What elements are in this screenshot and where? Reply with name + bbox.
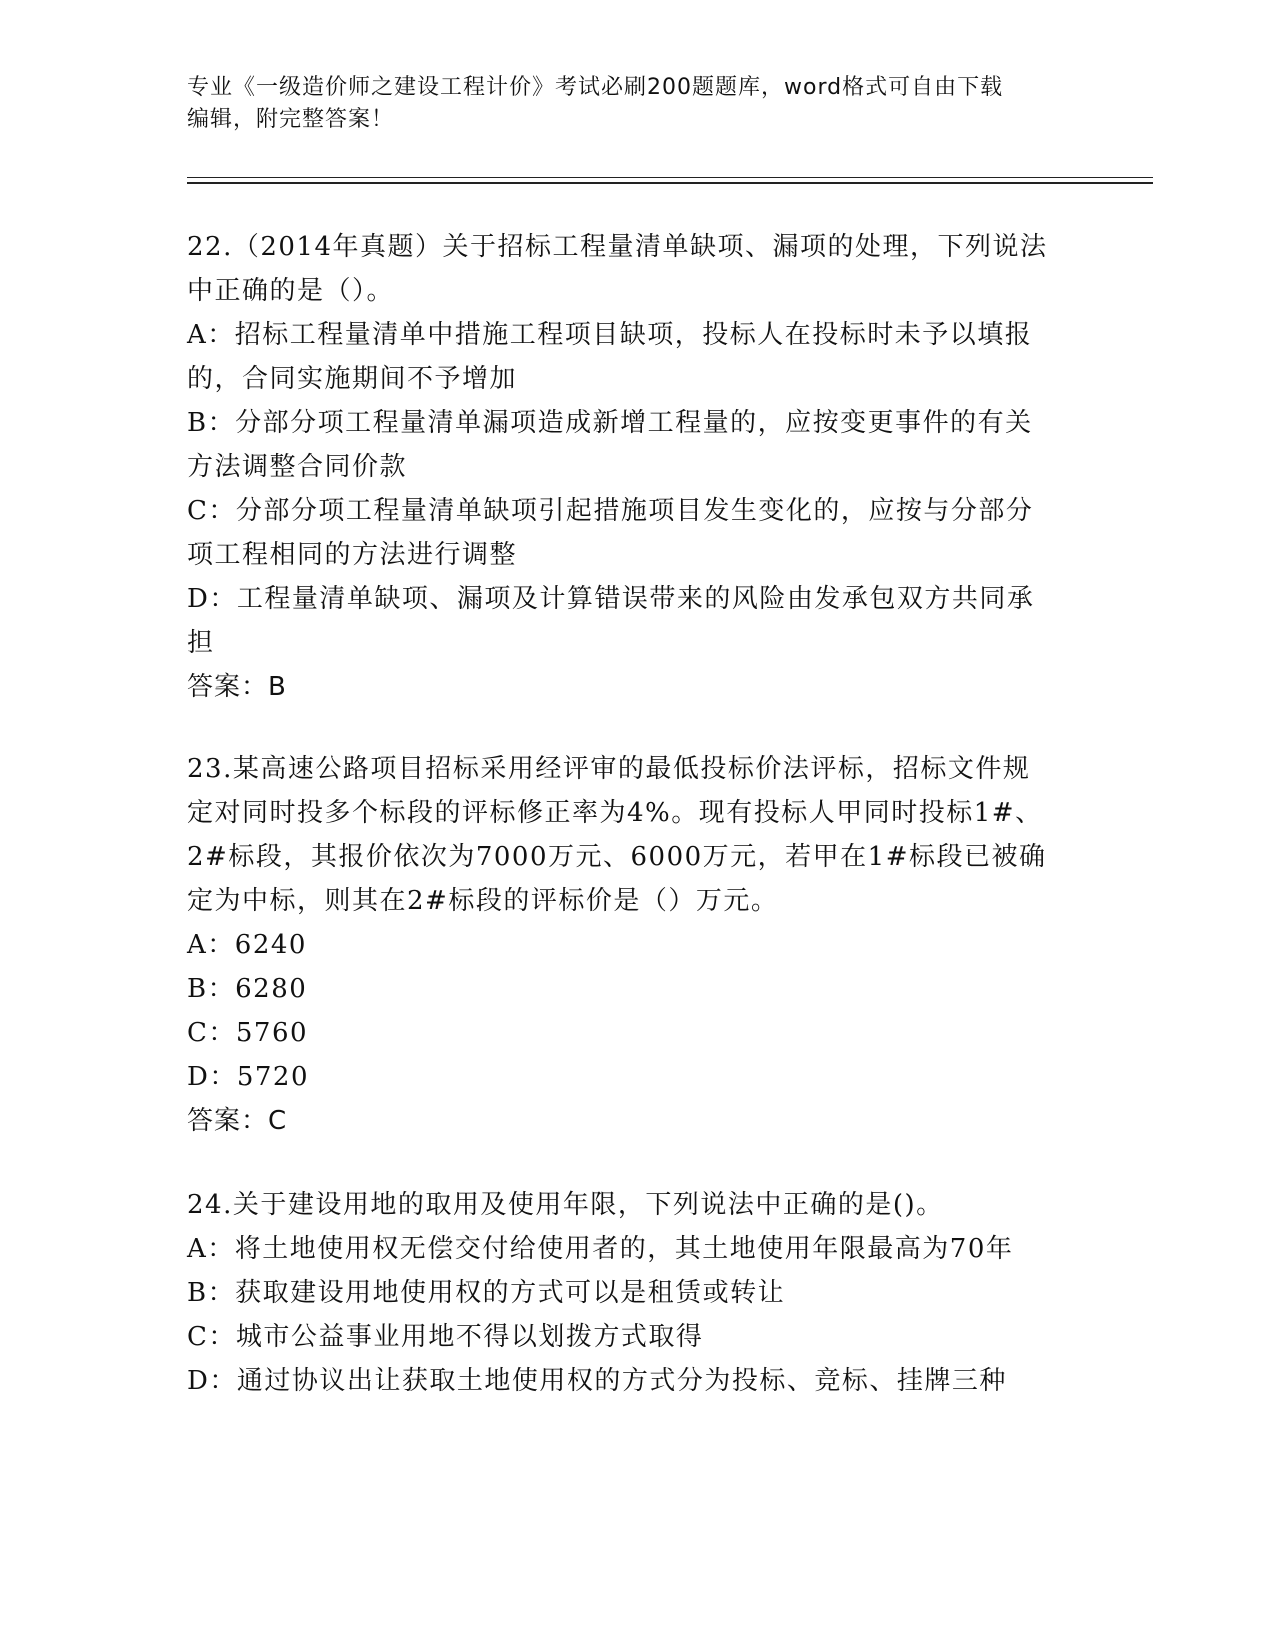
- question-stem-line: 中正确的是（）。: [187, 276, 395, 306]
- header-rule-thick: [187, 182, 1153, 184]
- question-stem-line: 22.（2014年真题）关于招标工程量清单缺项、漏项的处理，下列说法: [187, 232, 1048, 262]
- option-line: A：招标工程量清单中措施工程项目缺项，投标人在投标时未予以填报: [187, 320, 1033, 350]
- question-stem-line: 24.关于建设用地的取用及使用年限，下列说法中正确的是()。: [187, 1190, 944, 1220]
- option-line: C：5760: [187, 1018, 309, 1048]
- option-line: B：获取建设用地使用权的方式可以是租赁或转让: [187, 1278, 786, 1308]
- option-line: A：将土地使用权无偿交付给使用者的，其土地使用年限最高为70年: [187, 1234, 1014, 1264]
- question-stem-line: 定对同时投多个标段的评标修正率为4%。现有投标人甲同时投标1#、: [187, 798, 1043, 828]
- option-line: B：分部分项工程量清单漏项造成新增工程量的，应按变更事件的有关: [187, 408, 1033, 438]
- option-line: D：工程量清单缺项、漏项及计算错误带来的风险由发承包双方共同承: [187, 584, 1035, 614]
- answer-line: 答案：B: [187, 672, 287, 702]
- option-line: C：城市公益事业用地不得以划拨方式取得: [187, 1322, 704, 1352]
- document-header: 专业《一级造价师之建设工程计价》考试必刷200题题库，word格式可自由下载 编辑，附完整答案！: [187, 75, 1004, 132]
- option-line: C：分部分项工程量清单缺项引起措施项目发生变化的，应按与分部分: [187, 496, 1034, 526]
- option-line: D：通过协议出让获取土地使用权的方式分为投标、竞标、挂牌三种: [187, 1366, 1007, 1396]
- option-line: A：6240: [187, 930, 307, 960]
- question-stem-line: 定为中标，则其在2#标段的评标价是（）万元。: [187, 886, 779, 916]
- option-line: B：6280: [187, 974, 308, 1004]
- option-line: 的，合同实施期间不予增加: [187, 364, 518, 394]
- option-line: 项工程相同的方法进行调整: [187, 540, 518, 570]
- option-line: 担: [187, 628, 215, 658]
- option-line: D：5720: [187, 1062, 310, 1092]
- answer-line: 答案：C: [187, 1106, 288, 1136]
- header-rule-thin: [187, 177, 1153, 178]
- option-line: 方法调整合同价款: [187, 452, 408, 482]
- question-stem-line: 2#标段，其报价依次为7000万元、6000万元，若甲在1#标段已被确: [187, 842, 1047, 872]
- question-stem-line: 23.某高速公路项目招标采用经评审的最低投标价法评标，招标文件规: [187, 754, 1031, 784]
